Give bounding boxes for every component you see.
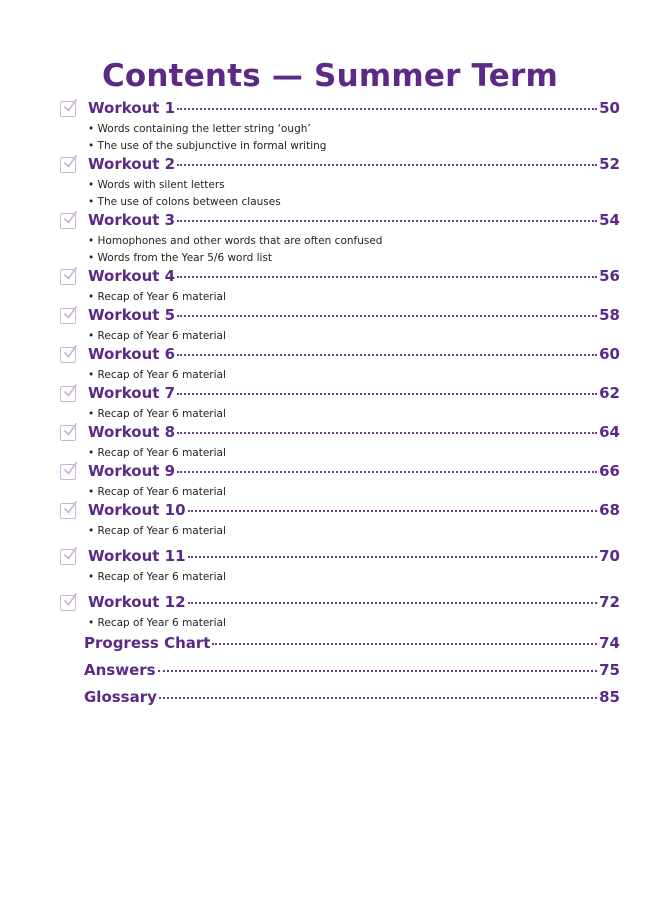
toc-entry (60, 345, 620, 384)
dot-leader (158, 670, 598, 672)
topic-bullet: • Words from the Year 5/6 word list (88, 252, 273, 264)
checkbox-tick-icon[interactable] (60, 157, 76, 173)
toc-row (60, 267, 620, 289)
page-number: 52 (599, 155, 620, 173)
page-number: 56 (599, 267, 620, 285)
page-number: 58 (599, 306, 620, 324)
dot-leader (177, 315, 597, 317)
toc-row (60, 501, 620, 523)
toc-entry (60, 384, 620, 423)
workout-title: Workout 7 (88, 384, 176, 402)
table-of-contents (60, 99, 620, 710)
toc-row (60, 634, 620, 656)
toc-row (60, 593, 620, 615)
dot-leader (188, 602, 598, 604)
dot-leader (177, 108, 597, 110)
section-title: Glossary (84, 688, 157, 706)
dot-leader (177, 164, 597, 166)
topic-bullet: • Recap of Year 6 material (88, 571, 226, 583)
topic-bullet: • Recap of Year 6 material (88, 617, 226, 629)
toc-entry (60, 423, 620, 462)
topic-bullet: • The use of the subjunctive in formal writing (88, 140, 327, 152)
toc-row (60, 345, 620, 367)
checkbox-tick-icon[interactable] (60, 386, 76, 402)
topic-bullet: • Homophones and other words that are often confused (88, 235, 383, 247)
section-title: Answers (84, 661, 156, 679)
page-number: 54 (599, 211, 620, 229)
workout-title: Workout 10 (88, 501, 186, 519)
topic-bullet: • Recap of Year 6 material (88, 369, 226, 381)
toc-entry (60, 501, 620, 540)
toc-entry-extra (60, 688, 620, 710)
page-number: 72 (599, 593, 620, 611)
toc-entry (60, 462, 620, 501)
workout-title: Workout 11 (88, 547, 186, 565)
workout-title: Workout 6 (88, 345, 176, 363)
toc-row (60, 155, 620, 177)
toc-row (60, 547, 620, 569)
dot-leader (212, 643, 597, 645)
dot-leader (177, 393, 597, 395)
toc-entry (60, 547, 620, 586)
toc-entry (60, 211, 620, 267)
dot-leader (177, 432, 597, 434)
dot-leader (177, 354, 597, 356)
workout-title: Workout 8 (88, 423, 176, 441)
page-number: 68 (599, 501, 620, 519)
checkbox-tick-icon[interactable] (60, 549, 76, 565)
page-number: 75 (599, 661, 620, 679)
page-number: 62 (599, 384, 620, 402)
page-number: 66 (599, 462, 620, 480)
dot-leader (177, 220, 597, 222)
topic-bullet: • Recap of Year 6 material (88, 525, 226, 537)
toc-entry-extra (60, 661, 620, 683)
toc-row (60, 384, 620, 406)
checkbox-tick-icon[interactable] (60, 347, 76, 363)
toc-row (60, 99, 620, 121)
page-number: 70 (599, 547, 620, 565)
checkbox-tick-icon[interactable] (60, 213, 76, 229)
toc-row (60, 462, 620, 484)
checkbox-tick-icon[interactable] (60, 425, 76, 441)
topic-bullet: • Words containing the letter string ‘ough’ (88, 123, 311, 135)
page-title: Contents — Summer Term (101, 58, 559, 94)
dot-leader (177, 471, 597, 473)
dot-leader (159, 697, 597, 699)
workout-title: Workout 5 (88, 306, 176, 324)
workout-title: Workout 1 (88, 99, 176, 117)
topic-bullet: • The use of colons between clauses (88, 196, 281, 208)
topic-bullet: • Words with silent letters (88, 179, 225, 191)
toc-entry (60, 155, 620, 211)
checkbox-tick-icon[interactable] (60, 464, 76, 480)
section-title: Progress Chart (84, 634, 211, 652)
toc-entry (60, 593, 620, 632)
checkbox-tick-icon[interactable] (60, 503, 76, 519)
toc-row (60, 306, 620, 328)
dot-leader (188, 510, 598, 512)
page-number: 64 (599, 423, 620, 441)
topic-bullet: • Recap of Year 6 material (88, 408, 226, 420)
toc-entry (60, 99, 620, 155)
workout-title: Workout 9 (88, 462, 176, 480)
topic-bullet: • Recap of Year 6 material (88, 330, 226, 342)
toc-entry (60, 306, 620, 345)
page-number: 74 (599, 634, 620, 652)
dot-leader (188, 556, 598, 558)
toc-entry-extra (60, 634, 620, 656)
toc-entry (60, 267, 620, 306)
topic-bullet: • Recap of Year 6 material (88, 447, 226, 459)
workout-title: Workout 12 (88, 593, 186, 611)
checkbox-tick-icon[interactable] (60, 269, 76, 285)
checkbox-tick-icon[interactable] (60, 101, 76, 117)
page-number: 85 (599, 688, 620, 706)
workout-title: Workout 3 (88, 211, 176, 229)
topic-bullet: • Recap of Year 6 material (88, 291, 226, 303)
page-number: 50 (599, 99, 620, 117)
toc-row (60, 211, 620, 233)
topic-bullet: • Recap of Year 6 material (88, 486, 226, 498)
checkbox-tick-icon[interactable] (60, 308, 76, 324)
workout-title: Workout 2 (88, 155, 176, 173)
page-number: 60 (599, 345, 620, 363)
checkbox-tick-icon[interactable] (60, 595, 76, 611)
toc-row (60, 661, 620, 683)
workout-title: Workout 4 (88, 267, 176, 285)
toc-row (60, 423, 620, 445)
dot-leader (177, 276, 597, 278)
toc-row (60, 688, 620, 710)
